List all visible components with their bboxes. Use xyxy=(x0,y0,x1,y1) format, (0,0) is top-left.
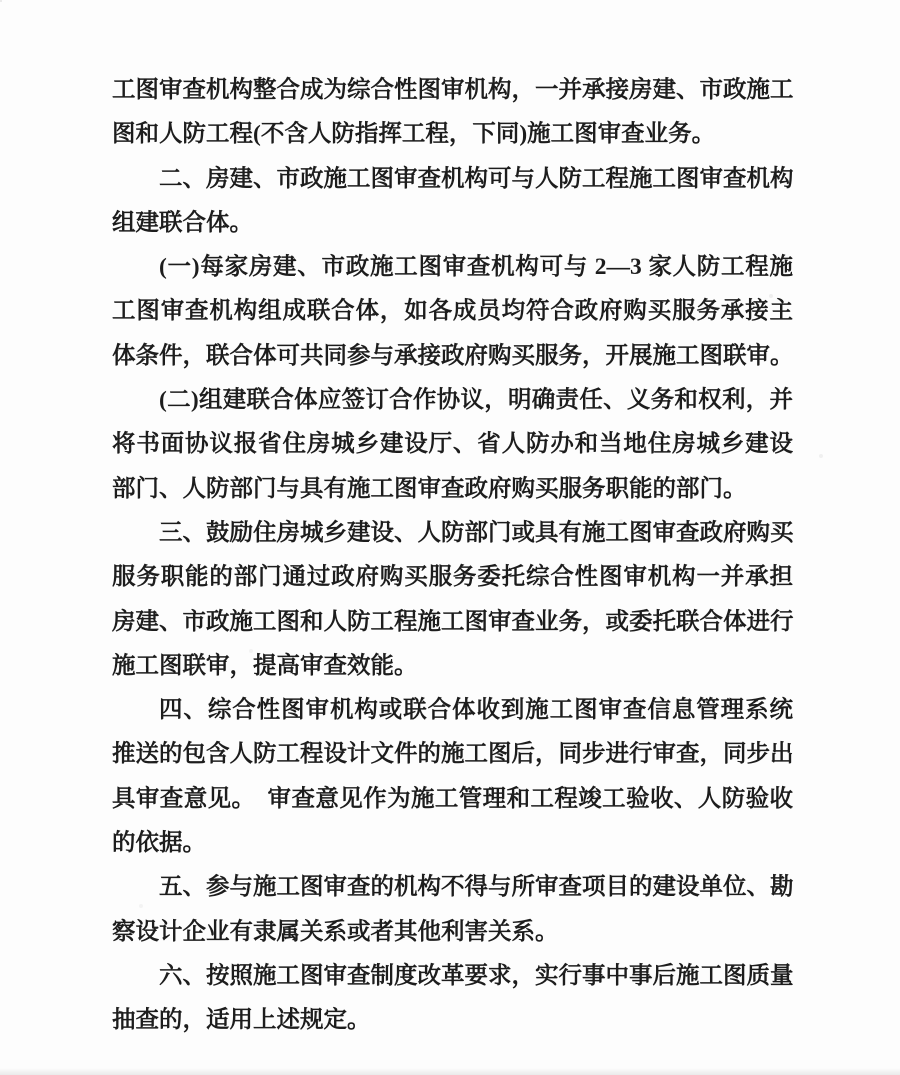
text-line: 施工图联审，提高审查效能。 xyxy=(112,652,418,679)
text-line: 房建、市政施工图和人防工程施工图审查业务，或委托联合体进行 xyxy=(112,608,794,635)
text-line: 六、按照施工图审查制度改革要求，实行事中事后施工图质量 xyxy=(159,962,794,989)
text-line: 推送的包含人防工程设计文件的施工图后，同步进行审查，同步出 xyxy=(112,741,794,768)
text-line: 三、鼓励住房城乡建设、人防部门或具有施工图审查政府购买 xyxy=(159,519,794,546)
text-line: 组建联合体。 xyxy=(112,209,253,236)
scan-bottom-edge-shadow xyxy=(0,1068,900,1075)
text-line: 体条件，联合体可共同参与承接政府购买服务，开展施工图联审。 xyxy=(112,342,794,369)
text-line: 二、房建、市政施工图审查机构可与人防工程施工图审查机构 xyxy=(159,165,794,192)
text-line: 工图审查机构组成联合体，如各成员均符合政府购买服务承接主 xyxy=(112,298,793,325)
text-line: 部门、人防部门与具有施工图审查政府购买服务职能的部门。 xyxy=(112,475,747,502)
text-line: 五、参与施工图审查的机构不得与所审查项目的建设单位、勘 xyxy=(159,874,794,901)
text-line: 将书面协议报省住房城乡建设厅、省人防办和当地住房城乡建设 xyxy=(112,431,793,458)
document-text-block xyxy=(112,68,793,1043)
text-line: 四、综合性图审机构或联合体收到施工图审查信息管理系统 xyxy=(159,697,793,724)
text-line: 图和人防工程(不含人防指挥工程，下同)施工图审查业务。 xyxy=(112,121,716,148)
text-line: (二)组建联合体应签订合作协议，明确责任、义务和权利，并 xyxy=(159,387,793,414)
scan-noise-speckles xyxy=(0,0,2,2)
text-line: (一)每家房建、市政施工图审查机构可与 2—3 家人防工程施 xyxy=(159,254,793,281)
text-line: 察设计企业有隶属关系或者其他利害关系。 xyxy=(112,918,559,945)
text-line: 服务职能的部门通过政府购买服务委托综合性图审机构一并承担 xyxy=(112,564,793,591)
text-line: 具审查意见。 审查意见作为施工管理和工程竣工验收、人防验收 xyxy=(112,785,793,812)
text-line: 抽查的，适用上述规定。 xyxy=(112,1007,371,1034)
text-line: 工图审查机构整合成为综合性图审机构，一并承接房建、市政施工 xyxy=(112,77,794,103)
text-line: 的依据。 xyxy=(112,830,206,857)
